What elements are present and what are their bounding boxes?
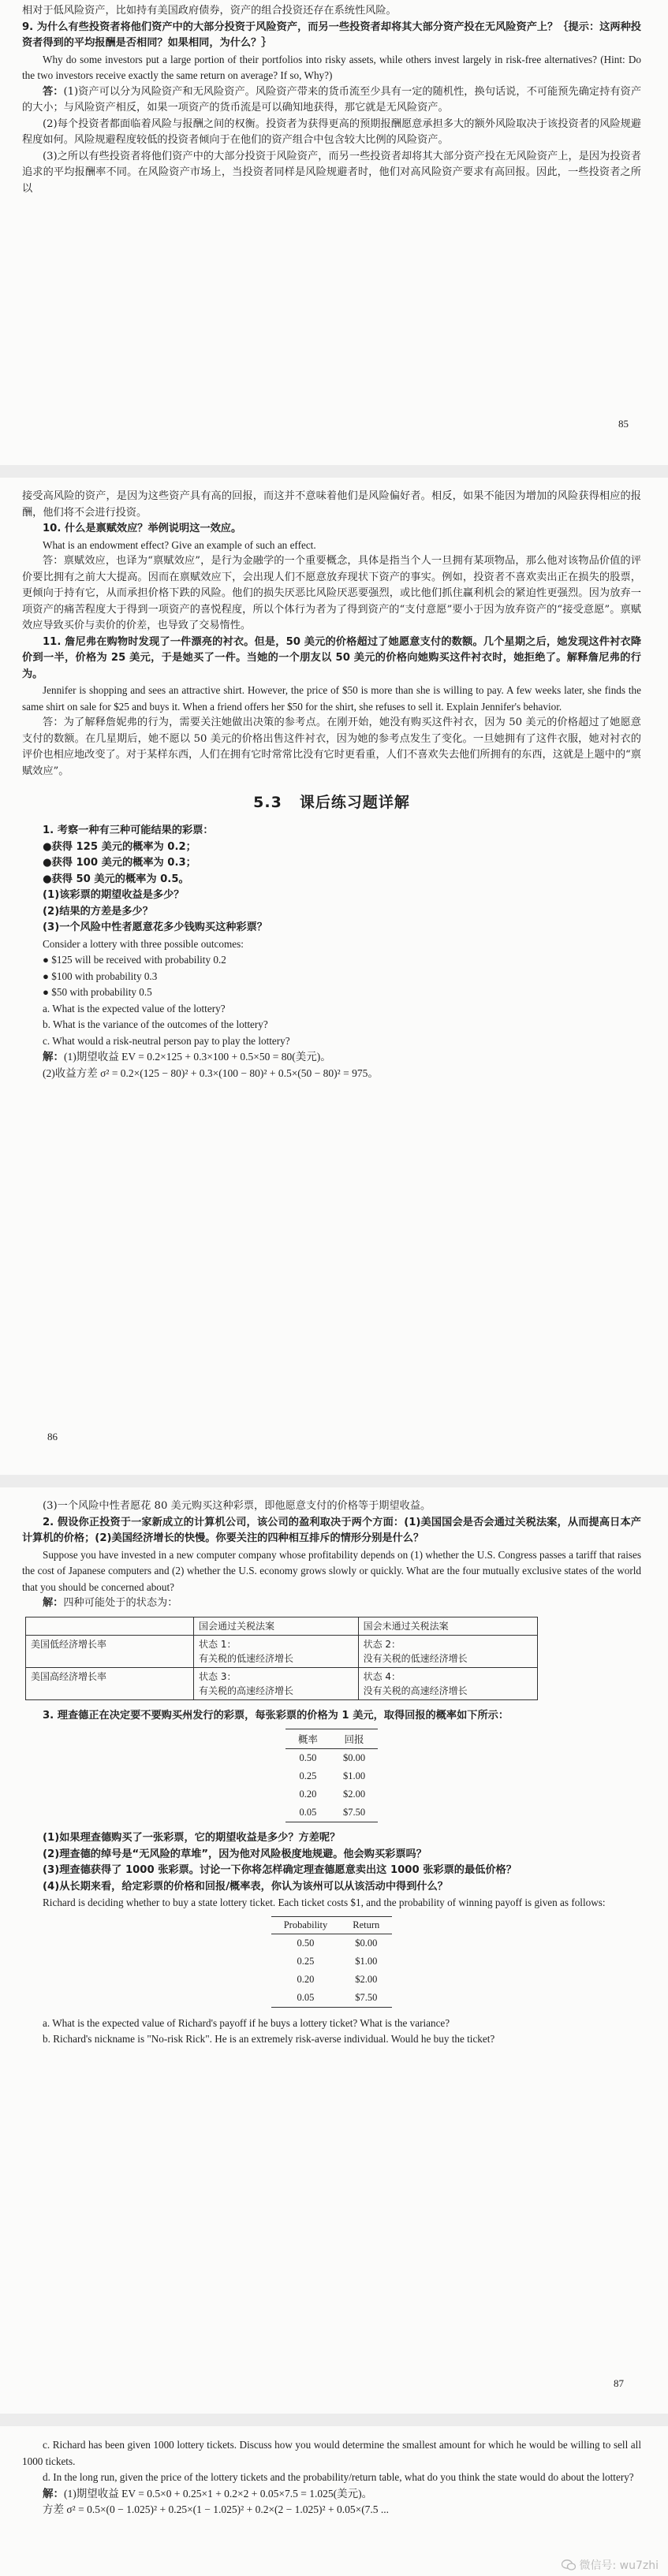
page-87: [0, 1487, 668, 2414]
exercise-1-en-intro: Consider a lottery with three possible outcomes:: [43, 937, 244, 950]
exercise-3-en-sub: c. Richard has been given 1000 lottery tickets. Discuss how you would determine the smallest amount for which he would be willing to sell all 1000 tickets.: [22, 2439, 641, 2467]
continued-text: 接受高风险的资产，是因为这些资产具有高的回报，而这并不意味着他们是风险偏好者。相反，如果不能因为增加的风险获得相应的报酬，他们将不会进行投资。: [22, 490, 641, 519]
answer-11: 答：为了解释詹妮弗的行为，需要关注她做出决策的参考点。在刚开始，她没有购买这件衬衣，因为 50 美元的价格超过了她愿意支付的数额。在几星期后，她不愿以 50 美元的价格出售这件衬衣，因为她的参考点发生了变化。一旦她拥有了这件衣服，她对衬衣的评价也相应地改变了。对于某样东西，人们在拥有它时常常比没有它时更看重，人们不喜欢失去他们所拥有的东西，这就是上题中的“禀赋效应”。: [22, 717, 641, 777]
answer-9-3: (3)之所以有些投资者将他们资产中的大部分投资于风险资产，而另一些投资者却将其大部分资产投在无风险资产上，是因为投资者追求的平均报酬率不同。在风险资产市场上，当投资者同样是风险规避者时，他们对高风险资产要求有高回报。因此，一些投资者之所以: [22, 150, 641, 195]
table-header-row: [285, 1729, 378, 1749]
state-desc: 没有关税的低速经济增长: [363, 1652, 468, 1664]
state-name: 状态 1：: [199, 1638, 237, 1650]
solution-label: 解：: [43, 1597, 64, 1609]
exercise-1-item: ●获得 125 美元的概率为 0.2；: [43, 840, 196, 853]
answer-9-1-text: (1)资产可以分为风险资产和无风险资产。风险资产带来的货币流至少具有一定的随机性，换句话说，不可能预先确定持有资产的大小；与风险资产相反，如果一项资产的货币流是可以确知地获得，那它就是无风险资产。: [22, 85, 642, 114]
exercise-3-en-sub: b. Richard's nickname is "No-risk Rick". He is an extremely risk-averse individual. Would he buy the ticket?: [43, 2033, 495, 2045]
intro-text: 相对于低风险资产，比如持有美国政府债券，资产的组合投资还存在系统性风险。: [22, 5, 397, 17]
exercise-1-item: ●获得 50 美元的概率为 0.5。: [43, 873, 189, 885]
table-cell: 0.05: [271, 1989, 341, 2008]
states-table: [25, 1617, 538, 1700]
exercise-3-en-sub: a. What is the expected value of Richard's payoff if he buys a lottery ticket? What is the variance?: [43, 2016, 450, 2029]
table-header-cell: Probability: [271, 1916, 341, 1934]
exercise-1-en-item: ● $125 will be received with probability 0.2: [43, 954, 226, 966]
exercise-2-cn: 2. 假设你正投资于一家新成立的计算机公司，该公司的盈利取决于两个方面：(1)美国国会是否会通过关税法案，从而提高日本产计算机的价格；(2)美国经济增长的快慢。你要关注的四种相互排斥的情形分别是什么？: [22, 1516, 641, 1544]
exercise-1-item: ●获得 100 美元的概率为 0.3；: [43, 857, 196, 869]
table-header-cell: 回报: [330, 1729, 378, 1749]
exercise-1-sub: (2)结果的方差是多少？: [43, 905, 153, 918]
exercise-3-sub: (2)理查德的绰号是“无风险的草堆”，因为他对风险极度地规避。他会购买彩票吗？: [43, 1848, 427, 1860]
page-86: [0, 478, 668, 1475]
solution-label: 解：: [43, 1051, 64, 1063]
answer-9-1: [22, 84, 641, 117]
question-10-cn: 10. 什么是禀赋效应？举例说明这一效应。: [43, 523, 242, 534]
section-title: 课后练习题详解: [299, 794, 410, 811]
table-row: [271, 1989, 393, 2008]
table-row: [271, 1952, 393, 1971]
table-row: [285, 1804, 378, 1822]
table-cell: [194, 1635, 359, 1667]
wechat-watermark: [562, 2557, 659, 2573]
exercise-3-en: Richard is deciding whether to buy a state lottery ticket. Each ticket costs $1, and the probability of winning payoff is given as follows:: [43, 1897, 606, 1908]
page-number: 85: [618, 418, 629, 430]
exercise-1-en-sub: b. What is the variance of the outcomes of the lottery?: [43, 1018, 268, 1030]
watermark-text: 微信号: wu7zhi: [579, 2559, 659, 2572]
row-label: 美国高经济增长率: [26, 1667, 194, 1699]
exercise-3-cn: 3. 理查德正在决定要不要购买州发行的彩票，每张彩票的价格为 1 美元，取得回报的概率如下所示：: [43, 1709, 509, 1722]
question-11-en: Jennifer is shopping and sees an attractive shirt. However, the price of $50 is more than she is willing to pay. A few weeks later, she finds the same shirt on sale for $25 and buys it. When a friend offers her $50 for the shirt, she refuses to sell it. Explain Jennifer's behavior.: [22, 684, 641, 713]
solution-1-1-text: (1)期望收益 EV = 0.2×125 + 0.3×100 + 0.5×50 = 80(美元)。: [64, 1051, 331, 1063]
table-row: [26, 1667, 538, 1699]
page-88: [0, 2426, 668, 2576]
table-row: [271, 1934, 393, 1952]
wechat-icon: [562, 2559, 576, 2570]
solution-2-intro-text: 四种可能处于的状态为：: [63, 1597, 178, 1609]
table-cell: [358, 1635, 537, 1667]
probability-table-en: [271, 1916, 393, 2008]
probability-table-cn: [285, 1729, 378, 1822]
exercise-1-sub: (1)该彩票的期望收益是多少？: [43, 889, 185, 901]
answer-9-2: (2)每个投资者都面临着风险与报酬之间的权衡。投资者为获得更高的预期报酬愿意承担多大的额外风险取决于该投资者的风险规避程度如何。风险规避程度较低的投资者倾向于在他们的资产组合中包含较大比例的风险资产。: [22, 117, 641, 146]
state-name: 状态 4：: [363, 1670, 401, 1682]
row-label: 美国低经济增长率: [26, 1635, 194, 1667]
exercise-3-sub: (4)从长期来看，给定彩票的价格和回报/概率表，你认为该州可以从该活动中得到什么？: [43, 1880, 448, 1893]
solution-3-1-text: (1)期望收益 EV = 0.5×0 + 0.25×1 + 0.2×2 + 0.05×7.5 = 1.025(美元)。: [64, 2487, 373, 2500]
table-cell: 0.05: [285, 1804, 330, 1822]
table-cell: 0.20: [297, 1973, 315, 1985]
page-number: 87: [614, 2377, 624, 2389]
exercise-2-en: Suppose you have invested in a new computer company whose profitability depends on (1) whether the U.S. Congress passes a tariff that raises the cost of Japanese computers and (2) whether the U.S. economy grows slowly or quickly. What are the four mutually exclusive states of the world that you should be concerned about?: [22, 1548, 641, 1593]
table-row: [271, 1971, 393, 1989]
question-9-cn: 9. 为什么有些投资者将他们资产中的大部分投资于风险资产，而另一些投资者却将其大部分资产投在无风险资产上？｛提示：这两种投资者得到的平均报酬是否相同？如果相同，为什么？｝: [22, 20, 641, 49]
question-10-en: What is an endowment effect? Give an example of such an effect.: [43, 538, 316, 551]
section-number: 5.3: [253, 794, 282, 811]
table-cell: $2.00: [342, 1789, 366, 1800]
solution-1-1: [22, 1049, 641, 1066]
answer-label: 答：: [43, 85, 64, 98]
table-row: [285, 1785, 378, 1804]
table-cell: $1.00: [355, 1955, 378, 1967]
table-cell: $7.50: [340, 1989, 392, 2008]
table-cell: [194, 1667, 359, 1699]
table-cell: [358, 1667, 537, 1699]
page-85: [0, 0, 668, 465]
page-number: 86: [47, 1431, 58, 1442]
table-row: [285, 1749, 378, 1768]
exercise-3-en-sub: d. In the long run, given the price of the lottery tickets and the probability/return table, what do you think the state would do about the lottery?: [43, 2471, 634, 2483]
table-cell: $2.00: [355, 1973, 378, 1985]
question-11-cn: 11. 詹尼弗在购物时发现了一件漂亮的衬衣。但是，50 美元的价格超过了她愿意支付的数额。几个星期之后，她发现这件衬衣降价到一半，价格为 25 美元，于是她买了一件。当她的一个朋友以 50 美元的价格向她购买这件衬衣时，她拒绝了。解释詹尼弗的行为。: [22, 635, 641, 680]
solution-2-intro: [22, 1595, 641, 1612]
table-header-row: [26, 1617, 538, 1635]
table-row: [26, 1635, 538, 1667]
table-header-cell: 国会未通过关税法案: [358, 1617, 537, 1635]
table-cell: $0.00: [355, 1937, 378, 1949]
solution-1-3: (3)一个风险中性者愿花 80 美元购买这种彩票，即他愿意支付的价格等于期望收益。: [43, 1500, 431, 1512]
state-name: 状态 3：: [199, 1670, 237, 1682]
table-header-cell: 国会通过关税法案: [194, 1617, 359, 1635]
state-desc: 没有关税的高速经济增长: [363, 1684, 468, 1696]
table-header-cell: Return: [340, 1916, 392, 1934]
exercise-1-en-item: ● $100 with probability 0.3: [43, 970, 158, 982]
exercise-1-en-item: ● $50 with probability 0.5: [43, 986, 152, 998]
table-cell: $0.00: [342, 1752, 366, 1763]
table-cell: 0.25: [297, 1955, 315, 1967]
table-header-cell: [26, 1617, 194, 1635]
exercise-1-cn: 1. 考察一种有三种可能结果的彩票：: [43, 825, 214, 836]
table-row: [285, 1767, 378, 1785]
exercise-3-sub: (3)理查德获得了 1000 张彩票。讨论一下你将怎样确定理查德愿意卖出这 1000 张彩票的最低价格？: [43, 1864, 517, 1876]
table-header-row: [271, 1916, 393, 1934]
table-cell: 0.20: [299, 1789, 317, 1800]
solution-label: 解：: [43, 2487, 64, 2500]
exercise-1-en-sub: a. What is the expected value of the lottery?: [43, 1002, 226, 1014]
state-desc: 有关税的低速经济增长: [199, 1652, 294, 1664]
table-cell: 0.50: [299, 1752, 317, 1763]
solution-3-2: 方差 σ² = 0.5×(0 − 1.025)² + 0.25×(1 − 1.025)² + 0.2×(2 − 1.025)² + 0.05×(7.5 ...: [43, 2503, 390, 2515]
exercise-1-en-sub: c. What would a risk-neutral person pay to play the lottery?: [43, 1034, 290, 1047]
question-9-en: Why do some investors put a large portion of their portfolios into risky assets, while others invest largely in risk-free alternatives? (Hint: Do the two investors receive exactly the same return on average? If so, Why?): [22, 53, 641, 81]
exercise-3-sub: (1)如果理查德购买了一张彩票，它的期望收益是多少？方差呢？: [43, 1832, 341, 1844]
section-heading: [22, 791, 641, 812]
table-cell: 0.50: [297, 1937, 315, 1949]
state-name: 状态 2：: [363, 1638, 401, 1650]
solution-1-2: (2)收益方差 σ² = 0.2×(125 − 80)² + 0.3×(100 − 80)² + 0.5×(50 − 80)² = 975。: [43, 1067, 379, 1079]
solution-3-1: [22, 2486, 641, 2503]
exercise-1-sub: (3)一个风险中性者愿意花多少钱购买这种彩票？: [43, 921, 267, 933]
state-desc: 有关税的高速经济增长: [199, 1684, 294, 1696]
table-cell: $1.00: [342, 1770, 366, 1781]
table-cell: $7.50: [330, 1804, 378, 1822]
table-header-cell: 概率: [285, 1729, 330, 1749]
answer-10: 答：禀赋效应，也译为“禀赋效应”，是行为金融学的一个重要概念，具体是指当个人一旦拥有某项物品，那么他对该物品价值的评价要比拥有之前大大提高。因而在禀赋效应下，会出现人们不愿意放弃现状下资产的事实。例如，投资者不喜欢卖出正在损失的股票，更倾向于持有它，从而承担价格下跌的风险。他们的损失厌恶比风险厌恶要强烈，或比他们抓住赢利机会的紧迫性更强烈。因为放弃一项资产的痛苦程度大于得到一项资产的喜悦程度，所以个体行为者为了得到资产的“支付意愿”要小于因为放弃资产的“接受意愿”。禀赋效应导致买价与卖价的价差，也导致了交易惰性。: [22, 555, 641, 631]
table-cell: 0.25: [299, 1770, 317, 1781]
